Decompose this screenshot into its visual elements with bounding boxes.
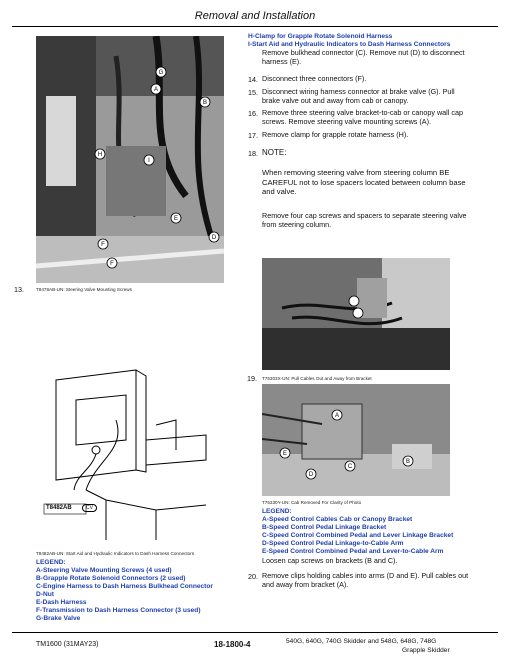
callout-a: A xyxy=(153,87,159,93)
legend-left-item: C-Engine Harness to Dash Harness Bulkhead Connector xyxy=(36,583,213,590)
callout-b: B xyxy=(405,459,411,465)
photo-pull-cables-drawing xyxy=(262,258,450,370)
photo-steering-valve xyxy=(36,36,224,283)
photo-cab-removed-drawing xyxy=(262,384,450,496)
legend-left-item: E-Dash Harness xyxy=(36,599,87,606)
legend-left-item: D-Nut xyxy=(36,591,54,598)
note-text: When removing steering valve from steering column BE CAREFUL not to lose spacers located between column base and valve. xyxy=(262,168,466,197)
drawing-cv-badge: CV xyxy=(82,504,97,512)
step-17-number: 17. xyxy=(248,131,258,140)
drawing-harness-connectors xyxy=(36,340,226,546)
legend-left-title: LEGEND: xyxy=(36,559,66,566)
footer-models-line1: 540G, 640G, 740G Skidder and 548G, 648G, 748G xyxy=(286,638,437,645)
callout-c: C xyxy=(347,464,353,470)
header-rule xyxy=(12,26,498,27)
legend-right-item: C-Speed Control Combined Pedal and Lever Linkage Bracket xyxy=(262,532,454,539)
photo-steering-valve-caption: T8478AB-UN: Steering Valve Mounting Screws xyxy=(36,287,132,292)
drawing-tag: T8482AB xyxy=(46,505,72,511)
step-16-number: 16. xyxy=(248,109,258,118)
photo-pull-cables-caption: T75303X-UN: Pull Cables Out and Away from Bracket xyxy=(262,376,372,381)
footer-manual-code: TM1600 (31MAY23) xyxy=(36,641,99,648)
legend-right-item: B-Speed Control Pedal Linkage Bracket xyxy=(262,524,387,531)
legend-left-item: F-Transmission to Dash Harness Connector (3 used) xyxy=(36,607,201,614)
legend-right-item: E-Speed Control Combined Pedal and Lever-to-Cable Arm xyxy=(262,548,444,555)
callout-e: E xyxy=(173,216,179,222)
callout-e: E xyxy=(282,451,288,457)
step-20-number: 20. xyxy=(248,572,258,581)
page-header-title: Removal and Installation xyxy=(194,10,316,22)
step-13-number: 13. xyxy=(14,285,24,294)
legend-item-i: I-Start Aid and Hydraulic Indicators to Dash Harness Connectors xyxy=(248,41,451,48)
photo-cab-removed xyxy=(262,384,450,496)
footer-models-line2: Grapple Skidder xyxy=(402,647,450,654)
photo-steering-valve-drawing xyxy=(36,36,224,283)
drawing-harness-connectors-caption: T8482AB-UN: Start Aid and Hydraulic Indicators to Dash Harness Connectors xyxy=(36,551,195,556)
note-label: NOTE: xyxy=(262,148,287,157)
legend-left-item: G-Brake Valve xyxy=(36,615,81,622)
legend-right-after: Loosen cap screws on brackets (B and C). xyxy=(262,556,398,565)
legend-right-item: D-Speed Control Pedal Linkage-to-Cable Arm xyxy=(262,540,404,547)
callout-h: H xyxy=(97,152,103,158)
callout-f2: F xyxy=(110,261,114,267)
step-15-text: Disconnect wiring harness connector at brake valve (G). Pull brake valve out and away from cab or canopy. xyxy=(262,87,455,105)
step-17-text: Remove clamp for grapple rotate harness (H). xyxy=(262,130,409,139)
callout-a: A xyxy=(334,413,340,419)
step-16-text: Remove three steering valve bracket-to-cab or canopy wall cap screws. Remove steering valve mounting screws (A). xyxy=(262,108,463,126)
footer-rule xyxy=(12,632,498,633)
legend-right-title: LEGEND: xyxy=(262,508,292,515)
step-remove-bulkhead: Remove bulkhead connector (C). Remove nut (D) to disconnect harness (E). xyxy=(262,48,465,66)
legend-right-item: A-Speed Control Cables Cab or Canopy Bracket xyxy=(262,516,413,523)
step-14-text: Disconnect three connectors (F). xyxy=(262,74,367,83)
callout-g: G xyxy=(158,70,164,76)
step-19-number: 19. xyxy=(247,374,257,383)
step-14-number: 14. xyxy=(248,75,258,84)
photo-pull-cables xyxy=(262,258,450,370)
callout-i: I xyxy=(148,158,150,164)
step-20-text: Remove clips holding cables into arms (D and E). Pull cables out and away from bracket (A). xyxy=(262,571,469,589)
step-18-number: 18. xyxy=(248,149,258,158)
drawing-harness-connectors-svg xyxy=(36,340,226,546)
note-after-text: Remove four cap screws and spacers to separate steering valve from steering column. xyxy=(262,211,467,229)
callout-f1: F xyxy=(101,242,105,248)
legend-left-item: B-Grapple Rotate Solenoid Connectors (2 used) xyxy=(36,575,186,582)
callout-b: B xyxy=(202,100,208,106)
photo-cab-removed-caption: T75330Y-UN: Cab Removed For Clarity of Photo xyxy=(262,500,362,505)
callout-d: D xyxy=(308,472,314,478)
footer-page-number: 18-1800-4 xyxy=(214,640,251,649)
legend-left-item: A-Steering Valve Mounting Screws (4 used) xyxy=(36,567,172,574)
step-15-number: 15. xyxy=(248,88,258,97)
legend-item-h: H-Clamp for Grapple Rotate Solenoid Harness xyxy=(248,33,393,40)
callout-d: D xyxy=(211,235,217,241)
